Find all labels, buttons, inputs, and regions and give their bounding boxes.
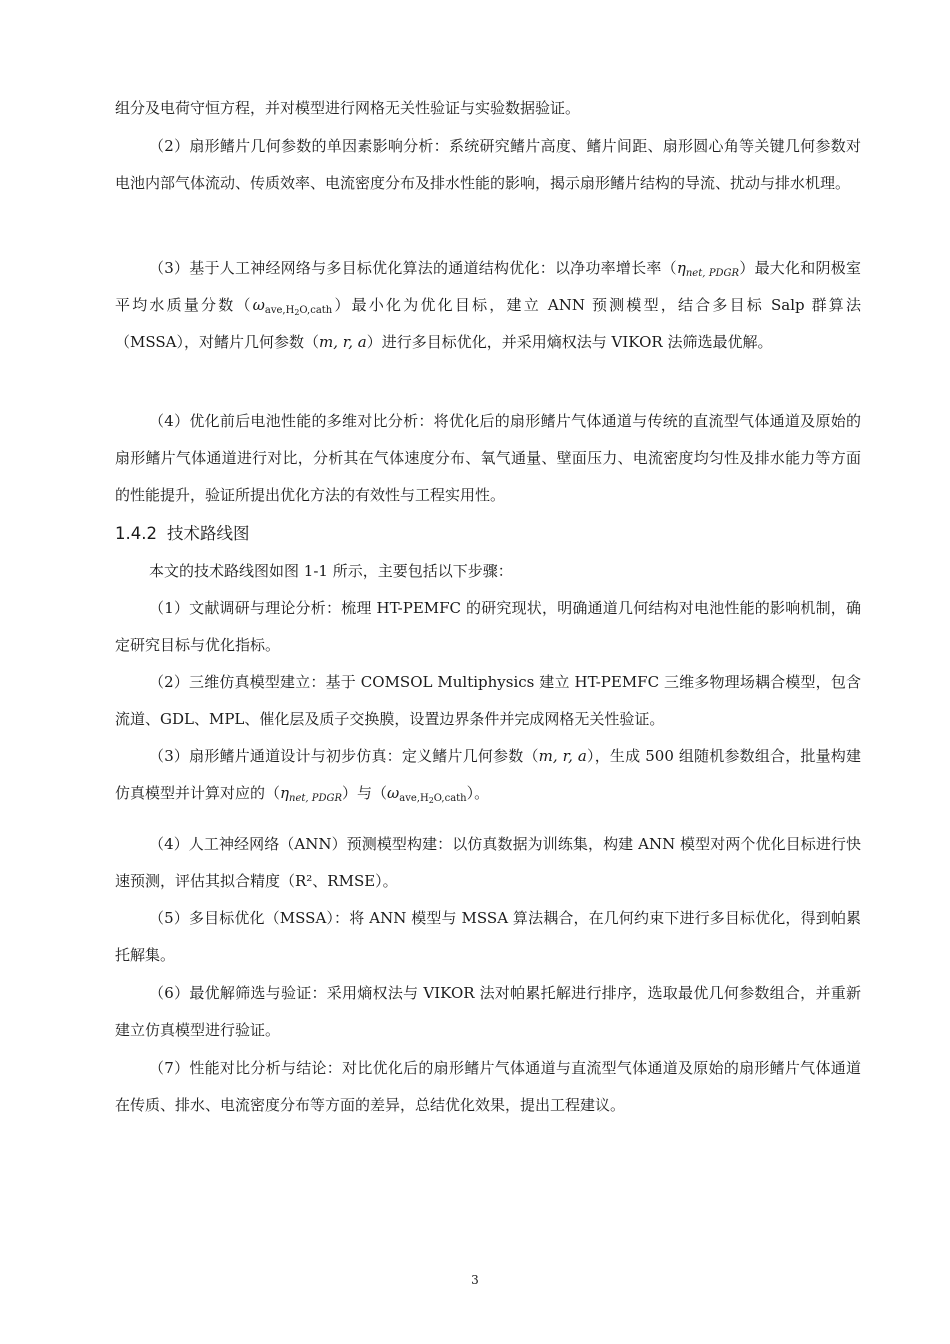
eta-symbol: η — [280, 784, 290, 802]
s3-text-3: ）与（ — [342, 784, 388, 802]
paragraph-item-4: （4）优化前后电池性能的多维对比分析：将优化后的扇形鳍片气体通道与传统的直流型气体通道及原始的扇形鳍片气体通道进行对比，分析其在气体速度分布、氧气通量、壁面压力、电流密度均匀性及排水能力等方面的性能提升，验证所提出优化方法的有效性与工程实用性。 — [115, 412, 861, 504]
section-title: 技术路线图 — [166, 524, 250, 543]
route-step-1: （1）文献调研与理论分析：梳理 HT-PEMFC 的研究现状，明确通道几何结构对电池性能的影响机制，确定研究目标与优化指标。 — [115, 599, 861, 654]
section-number: 1.4.2 — [115, 524, 157, 543]
route-step-5: （5）多目标优化（MSSA）：将 ANN 模型与 MSSA 算法耦合，在几何约束下进行多目标优化，得到帕累托解集。 — [115, 909, 861, 964]
s3-text-2: ），生成 500 组随机参数组合，批量构建仿真模型并计算对应的（ — [115, 747, 862, 802]
paragraph-item-2: （2）扇形鳍片几何参数的单因素影响分析：系统研究鳍片高度、鳍片间距、扇形圆心角等关键几何参数对电池内部气体流动、传质效率、电流密度分布及排水性能的影响，揭示扇形鳍片结构的导流、扰动与排水机理。 — [115, 137, 861, 192]
omega-subscript-2: 2 — [428, 796, 434, 805]
p3-text-3: ）最小化为优化目标，建立 ANN 预测模型，结合多目标 Salp 群算法（MSSA），对鳍片几何参数（ — [115, 296, 861, 351]
omega-subscript-a: ave,H — [264, 305, 295, 316]
section-heading — [115, 522, 249, 546]
s3-text-4: ）。 — [466, 784, 490, 802]
omega-symbol: ω — [252, 296, 265, 314]
route-step-6: （6）最优解筛选与验证：采用熵权法与 VIKOR 法对帕累托解进行排序，选取最优几何参数组合，并重新建立仿真模型进行验证。 — [115, 984, 861, 1039]
omega-subscript-2: 2 — [294, 308, 300, 317]
paragraph-item-3 — [115, 250, 861, 361]
p3-text-2: ）最大化和阴极室平均水质量分数（ — [115, 259, 861, 314]
p3-text-1: （3）基于人工神经网络与多目标优化算法的通道结构优化：以净功率增长率（ — [149, 259, 677, 277]
page-number: 3 — [471, 1273, 479, 1287]
omega-subscript-a: ave,H — [399, 793, 429, 804]
route-intro: 本文的技术路线图如图 1-1 所示，主要包括以下步骤： — [149, 562, 513, 580]
params-symbol: m, r, a — [318, 333, 367, 351]
paragraph-continuation: 组分及电荷守恒方程，并对模型进行网格无关性验证与实验数据验证。 — [115, 99, 581, 117]
omega-subscript-b: O,cath — [433, 793, 467, 804]
eta-subscript: net, PDGR — [289, 793, 343, 804]
route-step-3 — [115, 738, 861, 812]
omega-symbol: ω — [387, 784, 400, 802]
eta-symbol: η — [676, 259, 686, 277]
p3-text-4: ）进行多目标优化，并采用熵权法与 VIKOR 法筛选最优解。 — [366, 333, 773, 351]
eta-subscript: net, PDGR — [685, 268, 740, 279]
s3-text-1: （3）扇形鳍片通道设计与初步仿真：定义鳍片几何参数（ — [149, 747, 539, 765]
route-step-2: （2）三维仿真模型建立：基于 COMSOL Multiphysics 建立 HT-PEMFC 三维多物理场耦合模型，包含流道、GDL、MPL、催化层及质子交换膜，设置边界条件并完成网格无关性验证。 — [115, 673, 861, 728]
omega-subscript-b: O,cath — [299, 305, 333, 316]
route-step-4: （4）人工神经网络（ANN）预测模型构建：以仿真数据为训练集，构建 ANN 模型对两个优化目标进行快速预测，评估其拟合精度（R²、RMSE）。 — [115, 835, 861, 890]
route-step-7: （7）性能对比分析与结论：对比优化后的扇形鳍片气体通道与直流型气体通道及原始的扇形鳍片气体通道在传质、排水、电流密度分布等方面的差异，总结优化效果，提出工程建议。 — [115, 1059, 861, 1114]
params-symbol: m, r, a — [538, 747, 587, 765]
